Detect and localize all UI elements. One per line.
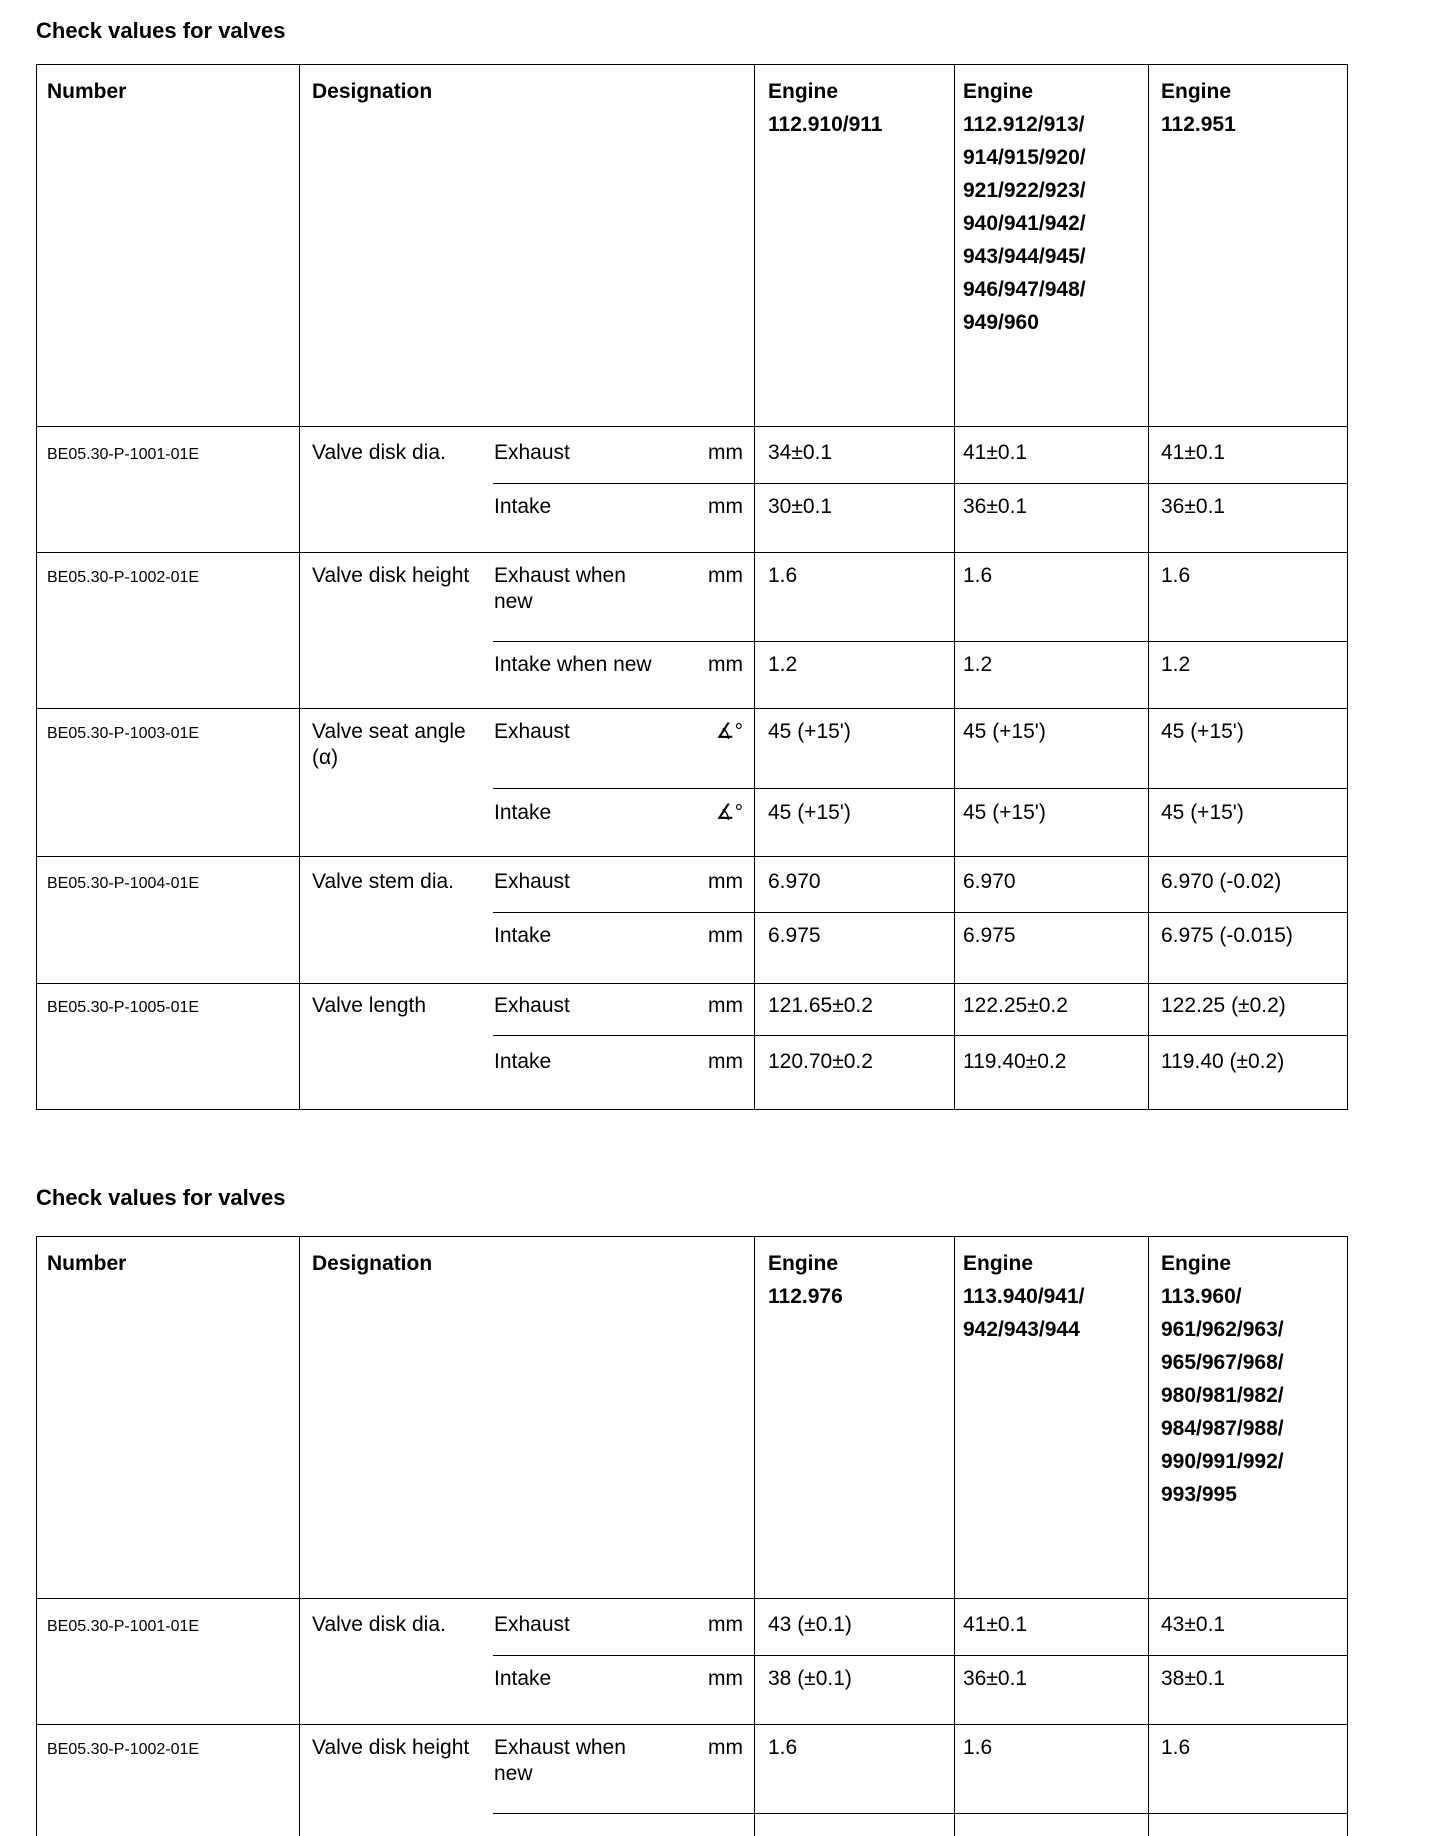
value-cell: 122.25±0.2: [963, 994, 1068, 1017]
value-cell: 1.2: [1161, 653, 1191, 676]
value-cell: 1.6: [1161, 1736, 1191, 1759]
sub-label: Intake: [494, 1050, 552, 1073]
unit-label: mm: [708, 564, 743, 587]
value-cell: 6.970 (-0.02): [1161, 870, 1282, 893]
unit-label: mm: [708, 924, 743, 947]
header-engine-1: Engine 112.976: [768, 1252, 843, 1308]
value-cell: 6.975: [768, 924, 821, 947]
header-designation: Designation: [312, 80, 433, 103]
header-engine-2: Engine 113.940/941/ 942/943/944: [963, 1252, 1085, 1341]
row-designation: Valve length: [312, 994, 427, 1017]
unit-label: mm: [708, 495, 743, 518]
check-values-table: [36, 1236, 1348, 1836]
value-cell: 34±0.1: [768, 441, 833, 464]
value-cell: 43 (±0.1): [768, 1613, 852, 1636]
value-cell: 45 (+15'): [768, 801, 851, 824]
row-designation: Valve stem dia.: [312, 870, 455, 893]
value-cell: 45 (+15'): [963, 720, 1046, 743]
header-engine-1: Engine 112.910/911: [768, 80, 883, 136]
header-engine-2: Engine 112.912/913/ 914/915/920/ 921/922/923/ 940/941/942/ 943/944/945/ 946/947/948/ 949/960: [963, 80, 1086, 334]
unit-label: mm: [708, 441, 743, 464]
value-cell: 41±0.1: [963, 1613, 1028, 1636]
value-cell: 6.975: [963, 924, 1016, 947]
sub-label: Exhaust: [494, 994, 570, 1017]
value-cell: 1.6: [768, 1736, 798, 1759]
value-cell: 41±0.1: [963, 441, 1028, 464]
value-cell: 1.6: [1161, 564, 1191, 587]
row-number: BE05.30-P-1002-01E: [47, 1741, 200, 1758]
unit-label: mm: [708, 870, 743, 893]
header-engine-3: Engine 112.951: [1161, 80, 1236, 136]
sub-label: Intake: [494, 1667, 552, 1690]
sub-label: Exhaust when new: [494, 1736, 626, 1785]
row-designation: Valve seat angle (α): [312, 720, 466, 769]
value-cell: 1.2: [963, 653, 993, 676]
row-designation: Valve disk dia.: [312, 441, 446, 464]
value-cell: 122.25 (±0.2): [1161, 994, 1286, 1017]
value-cell: 38±0.1: [1161, 1667, 1226, 1690]
value-cell: 45 (+15'): [768, 720, 851, 743]
header-number: Number: [47, 1252, 127, 1275]
value-cell: 6.970: [768, 870, 821, 893]
unit-label: mm: [708, 1613, 743, 1636]
header-engine-3: Engine 113.960/ 961/962/963/ 965/967/968/ 980/981/982/ 984/987/988/ 990/991/992/ 993/995: [1161, 1252, 1284, 1506]
value-cell: 36±0.1: [963, 495, 1028, 518]
table-title: Check values for valves: [36, 18, 286, 43]
sub-label: Exhaust when new: [494, 564, 626, 613]
value-cell: 1.6: [963, 1736, 993, 1759]
value-cell: 6.975 (-0.015): [1161, 924, 1293, 947]
sub-label: Exhaust: [494, 720, 570, 743]
value-cell: 45 (+15'): [963, 801, 1046, 824]
unit-label: mm: [708, 1667, 743, 1690]
row-designation: Valve disk height: [312, 564, 470, 587]
row-number: BE05.30-P-1005-01E: [47, 999, 200, 1016]
sub-label: Intake when new: [494, 653, 652, 676]
sub-label: Exhaust: [494, 441, 570, 464]
value-cell: 45 (+15'): [1161, 720, 1244, 743]
check-values-table: [36, 64, 1348, 1110]
value-cell: 1.6: [963, 564, 993, 587]
sub-label: Intake: [494, 495, 552, 518]
value-cell: 6.970: [963, 870, 1016, 893]
value-cell: 119.40 (±0.2): [1161, 1050, 1285, 1073]
value-cell: 120.70±0.2: [768, 1050, 873, 1073]
unit-label: ∡°: [715, 720, 743, 743]
header-number: Number: [47, 80, 127, 103]
value-cell: 43±0.1: [1161, 1613, 1226, 1636]
row-designation: Valve disk height: [312, 1736, 470, 1759]
row-number: BE05.30-P-1003-01E: [47, 725, 200, 742]
value-cell: 1.2: [768, 653, 798, 676]
value-cell: 1.6: [768, 564, 798, 587]
value-cell: 38 (±0.1): [768, 1667, 852, 1690]
sub-label: Exhaust: [494, 1613, 570, 1636]
unit-label: ∡°: [715, 801, 743, 824]
value-cell: 36±0.1: [1161, 495, 1226, 518]
row-designation: Valve disk dia.: [312, 1613, 446, 1636]
sub-label: Intake: [494, 924, 552, 947]
unit-label: mm: [708, 653, 743, 676]
value-cell: 45 (+15'): [1161, 801, 1244, 824]
value-cell: 36±0.1: [963, 1667, 1028, 1690]
unit-label: mm: [708, 994, 743, 1017]
unit-label: mm: [708, 1736, 743, 1759]
table-title: Check values for valves: [36, 1185, 286, 1210]
value-cell: 121.65±0.2: [768, 994, 873, 1017]
sub-label: Exhaust: [494, 870, 570, 893]
unit-label: mm: [708, 1050, 743, 1073]
sub-label: Intake: [494, 801, 552, 824]
row-number: BE05.30-P-1001-01E: [47, 1618, 200, 1635]
row-number: BE05.30-P-1001-01E: [47, 446, 200, 463]
value-cell: 30±0.1: [768, 495, 833, 518]
row-number: BE05.30-P-1004-01E: [47, 875, 200, 892]
row-number: BE05.30-P-1002-01E: [47, 569, 200, 586]
value-cell: 119.40±0.2: [963, 1050, 1067, 1073]
value-cell: 41±0.1: [1161, 441, 1226, 464]
header-designation: Designation: [312, 1252, 433, 1275]
